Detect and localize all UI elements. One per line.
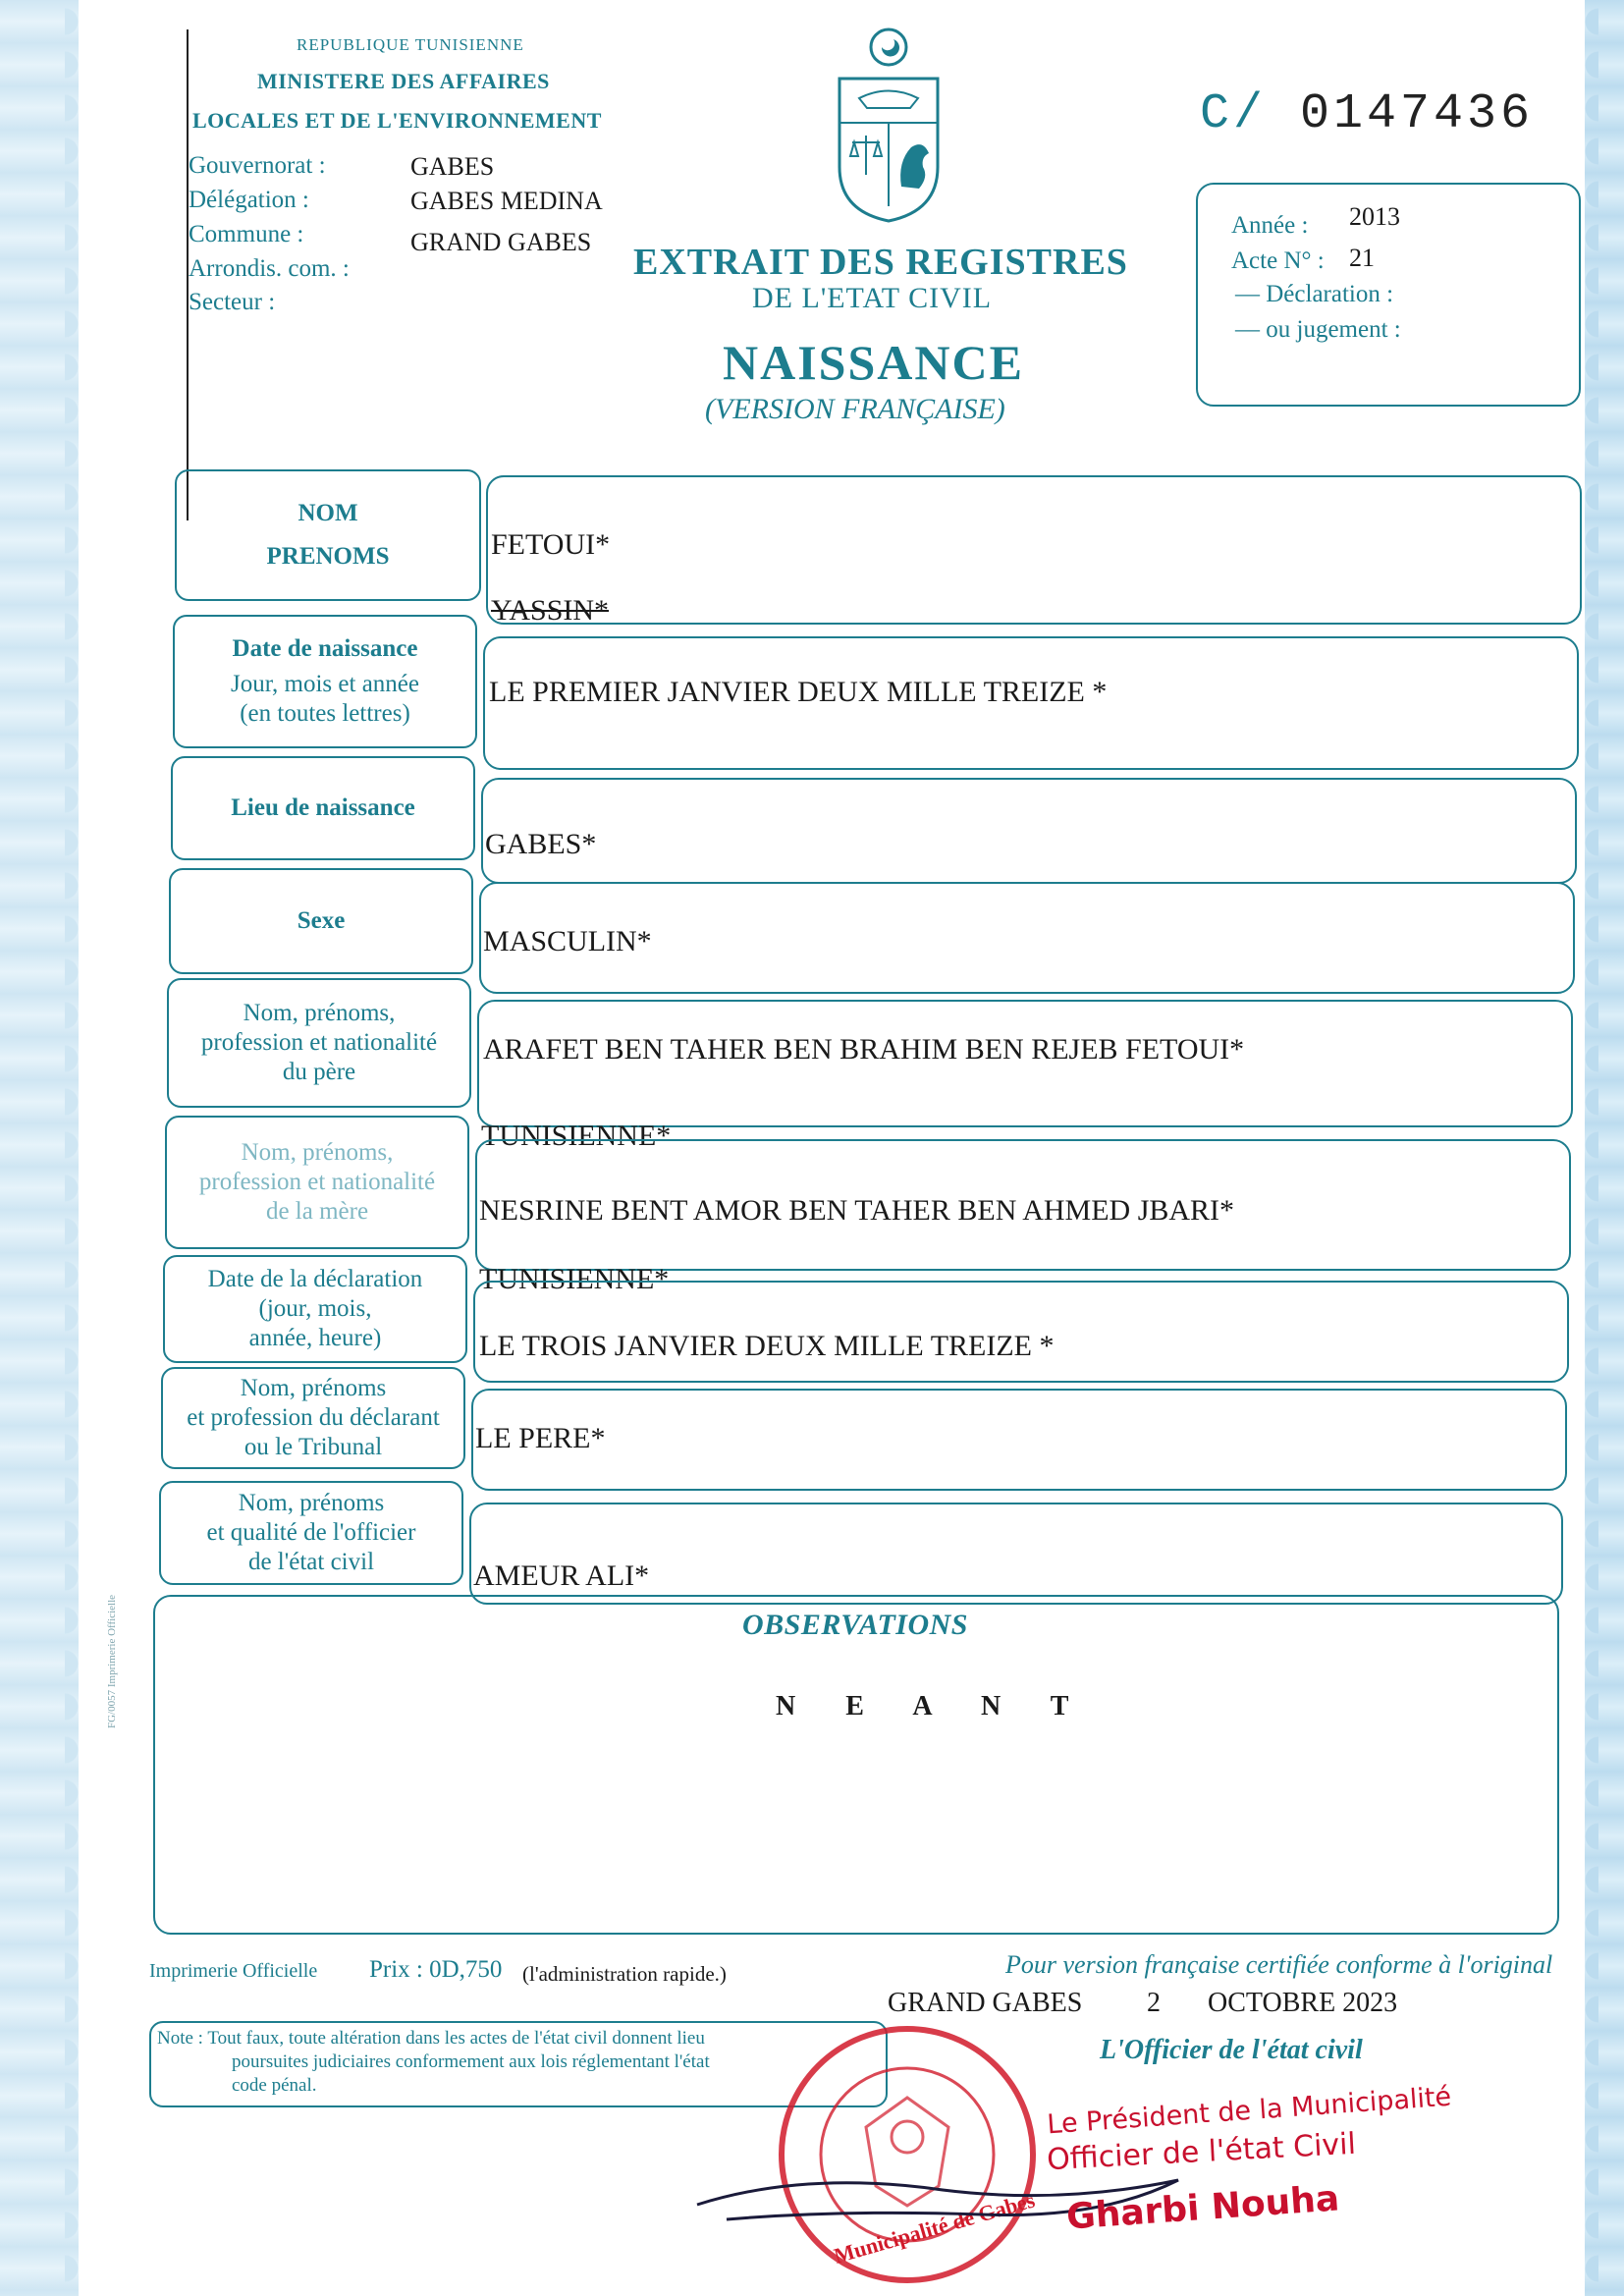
pere-label-line3: du père: [282, 1059, 356, 1085]
date-naissance-label: [173, 615, 477, 748]
ministry-line2: LOCALES ET DE L'ENVIRONNEMENT: [192, 108, 602, 133]
officier-label-line3: de l'état civil: [247, 1549, 375, 1575]
officier-title: L'Officier de l'état civil: [1100, 2035, 1363, 2065]
acte-value: 21: [1349, 244, 1375, 272]
declarant-label-line2: et profession du déclarant: [187, 1404, 440, 1431]
signature-line1: Le Président de la Municipalité: [1046, 2081, 1453, 2141]
decl-date-label-line3: année, heure): [248, 1325, 382, 1351]
date-label-line1: Date de naissance: [232, 635, 418, 662]
lieu-value-box: [481, 778, 1577, 884]
municipal-stamp: [772, 2019, 1043, 2290]
security-border-left: [0, 0, 79, 2296]
serial-value: 0147436: [1300, 86, 1535, 142]
stamp-text: Municipalité de Gabes: [831, 2187, 1038, 2269]
observations-title: OBSERVATIONS: [742, 1609, 968, 1641]
officier-label: [159, 1481, 463, 1585]
certification-text: Pour version française certifiée conforme à l'original: [1005, 1950, 1553, 1979]
mere-label-line3: de la mère: [265, 1198, 369, 1225]
document-subtitle: DE L'ETAT CIVIL: [752, 282, 993, 314]
commune-label: Commune :: [189, 221, 304, 247]
serial-number: [1200, 86, 1534, 142]
observations-value: N E A N T: [776, 1691, 1091, 1722]
officier-value: AMEUR ALI*: [473, 1559, 650, 1592]
decl-date-label-line1: Date de la déclaration: [207, 1266, 423, 1292]
mere-nationalite: TUNISIENNE*: [479, 1263, 670, 1295]
sexe-value: MASCULIN*: [483, 925, 652, 957]
declarant-value: LE PERE*: [475, 1422, 606, 1454]
lieu-label-text: Lieu de naissance: [231, 794, 415, 821]
annee-label: Année :: [1231, 212, 1309, 239]
officier-label-line2: et qualité de l'officier: [206, 1519, 416, 1546]
document-type: NAISSANCE: [723, 335, 1024, 390]
nom-prenoms-label: [175, 469, 481, 601]
prix-note: (l'administration rapide.): [522, 1962, 727, 1986]
mere-label: [165, 1116, 469, 1249]
annee-value: 2013: [1349, 202, 1400, 231]
mere-label-line2: profession et nationalité: [198, 1169, 436, 1195]
officier-label-line1: Nom, prénoms: [238, 1490, 385, 1516]
document-version: (VERSION FRANÇAISE): [705, 393, 1005, 425]
jugement-label: — ou jugement :: [1235, 316, 1401, 343]
declarant-value-box: [471, 1389, 1567, 1491]
signature-line2: Officier de l'état Civil: [1046, 2126, 1357, 2178]
coat-of-arms-icon: [825, 20, 952, 226]
sexe-label: [169, 868, 473, 974]
side-print-code: FG/0057 Imprimerie Officielle: [106, 1594, 118, 1728]
signature-name: Gharbi Nouha: [1064, 2178, 1341, 2238]
date-month-year: OCTOBRE 2023: [1208, 1988, 1398, 2018]
note-line3: code pénal.: [232, 2074, 317, 2096]
secteur-label: Secteur :: [189, 289, 276, 315]
delegation-label: Délégation :: [189, 187, 309, 213]
prenom-value: YASSIN*: [491, 594, 610, 627]
place-city: GRAND GABES: [888, 1988, 1083, 2018]
nom-value-box: [486, 475, 1582, 625]
pere-label: [167, 978, 471, 1108]
date-label-line3: (en toutes lettres): [240, 700, 410, 727]
declarant-label-line3: ou le Tribunal: [244, 1434, 383, 1460]
imprimerie-label: Imprimerie Officielle: [149, 1960, 318, 1982]
declaration-date-value: LE TROIS JANVIER DEUX MILLE TREIZE *: [479, 1330, 1055, 1362]
commune-value: GRAND GABES: [410, 228, 592, 256]
declarant-label-line1: Nom, prénoms: [240, 1375, 387, 1401]
delegation-value: GABES MEDINA: [410, 187, 603, 215]
declaration-label: — Déclaration :: [1235, 281, 1394, 307]
date-day: 2: [1147, 1988, 1161, 2018]
mere-label-line1: Nom, prénoms,: [241, 1139, 394, 1166]
gouvernorat-label: Gouvernorat :: [189, 152, 326, 179]
date-naissance-value: LE PREMIER JANVIER DEUX MILLE TREIZE *: [489, 676, 1108, 708]
nom-value: FETOUI*: [491, 528, 611, 561]
gouvernorat-value: GABES: [410, 152, 495, 181]
mere-value: NESRINE BENT AMOR BEN TAHER BEN AHMED JBARI*: [479, 1194, 1235, 1227]
declarant-label: [161, 1367, 465, 1469]
acte-label: Acte N° :: [1231, 247, 1325, 274]
note-line2: poursuites judiciaires conformement aux lois réglementant l'état: [232, 2050, 710, 2072]
pere-label-line1: Nom, prénoms,: [243, 1000, 396, 1026]
pere-value: ARAFET BEN TAHER BEN BRAHIM BEN REJEB FETOUI*: [483, 1033, 1245, 1066]
serial-prefix: C/: [1200, 86, 1268, 142]
observations-box: [153, 1595, 1559, 1935]
declaration-date-label: [163, 1255, 467, 1363]
security-border-right: [1585, 0, 1624, 2296]
ministry-line1: MINISTERE DES AFFAIRES: [257, 69, 550, 93]
republic-label: REPUBLIQUE TUNISIENNE: [297, 35, 524, 54]
pere-nationalite: TUNISIENNE*: [481, 1120, 672, 1152]
note-line1: Note : Tout faux, toute altération dans les actes de l'état civil donnent lieu: [157, 2028, 705, 2049]
sexe-label-text: Sexe: [297, 907, 346, 934]
date-label-line2: Jour, mois et année: [230, 671, 419, 697]
note-text: [157, 2027, 874, 2097]
prenoms-label: PRENOMS: [266, 543, 390, 570]
pere-label-line2: profession et nationalité: [200, 1029, 438, 1056]
decl-date-label-line2: (jour, mois,: [258, 1295, 372, 1322]
lieu-naissance-value: GABES*: [485, 828, 597, 860]
lieu-naissance-label: [171, 756, 475, 860]
nom-label: NOM: [298, 500, 358, 526]
document-title: EXTRAIT DES REGISTRES: [633, 242, 1128, 283]
prix-label: Prix : 0D,750: [369, 1956, 503, 1983]
arrondis-label: Arrondis. com. :: [189, 255, 350, 282]
